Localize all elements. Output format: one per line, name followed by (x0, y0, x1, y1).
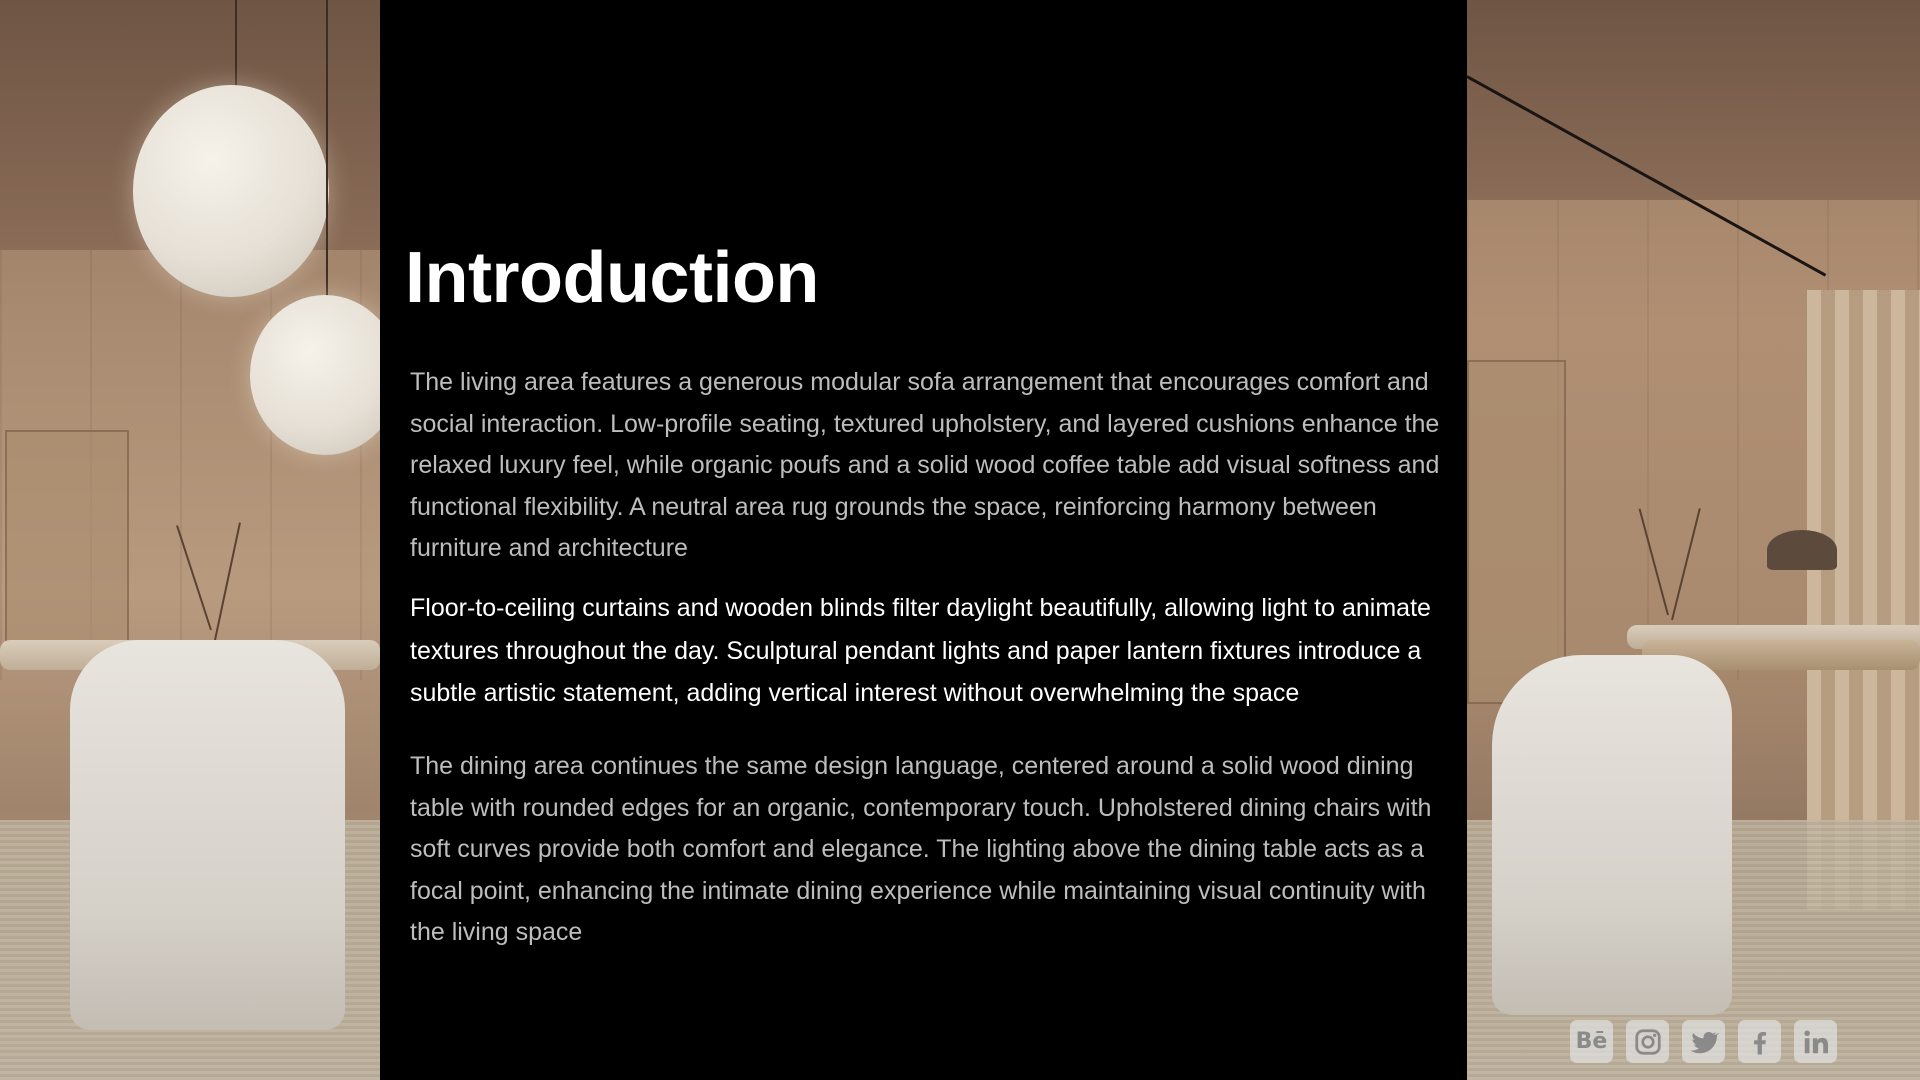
door (5, 430, 129, 654)
dining-chair (70, 640, 345, 1030)
lantern-cord (326, 0, 328, 298)
twitter-icon[interactable] (1682, 1020, 1725, 1063)
instagram-glyph (1633, 1027, 1663, 1057)
lighting-paragraph: Floor-to-ceiling curtains and wooden blinds filter daylight beautifully, allowing light to animate textures throughout the day. Sculptural pendant lights and paper lantern fixtures introduce a subtle artistic statement, adding vertical interest without overwhelming the space (410, 594, 1431, 707)
content-panel (380, 0, 1467, 1080)
lantern-cord (235, 0, 237, 90)
interior-photo-left (0, 0, 380, 1080)
instagram-icon[interactable] (1626, 1020, 1669, 1063)
living-area-paragraph: The living area features a generous modular sofa arrangement that encourages comfort and social interaction. Low-profile seating, textured upholstery, and layered cushions enhance the relaxed luxury feel, while organic poufs and a solid wood coffee table add visual softness and functional flexibility. A neutral area rug grounds the space, reinforcing harmony between furniture and architecture (410, 368, 1440, 562)
social-links (1570, 1020, 1837, 1063)
linkedin-icon[interactable] (1794, 1020, 1837, 1063)
behance-icon[interactable] (1570, 1020, 1613, 1063)
door (1467, 360, 1566, 704)
dining-area-paragraph: The dining area continues the same design language, centered around a solid wood dining table with rounded edges for an organic, contemporary touch. Upholstered dining chairs with soft curves provide both comfort and elegance. The lighting above the dining table acts as a focal point, enhancing the intimate dining experience while maintaining visual continuity with the living space (410, 752, 1432, 946)
dining-chair (1492, 655, 1732, 1015)
table-lamp (1767, 530, 1837, 570)
linkedin-glyph (1801, 1027, 1831, 1057)
curtains (1807, 290, 1920, 910)
facebook-glyph (1745, 1027, 1775, 1057)
page-title: Introduction (405, 238, 819, 318)
behance-label: Bē (1575, 1029, 1608, 1054)
paper-lantern (133, 85, 329, 297)
interior-photo-right (1467, 0, 1920, 1080)
facebook-icon[interactable] (1738, 1020, 1781, 1063)
ceiling (1467, 0, 1920, 200)
twitter-glyph (1689, 1027, 1719, 1057)
